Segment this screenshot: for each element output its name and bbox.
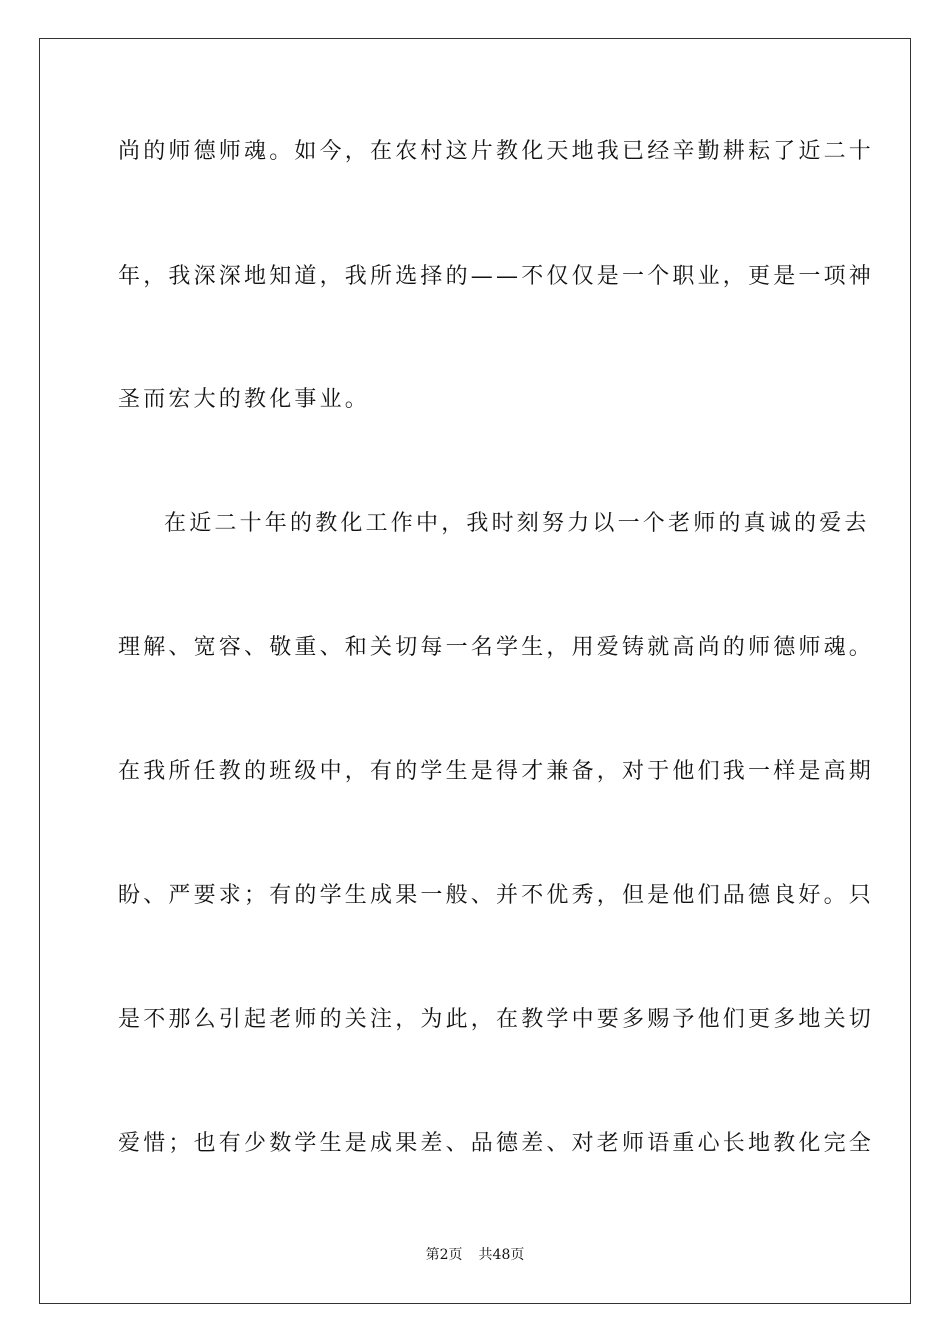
text-line-6: 在我所任教的班级中，有的学生是得才兼备，对于他们我一样是高期 <box>118 759 875 784</box>
page-frame <box>39 38 911 1304</box>
text-line-9: 爱惜；也有少数学生是成果差、品德差、对老师语重心长地教化完全 <box>118 1131 875 1156</box>
text-line-4-paragraph-start: 在近二十年的教化工作中，我时刻努力以一个老师的真诚的爱去 <box>164 511 870 536</box>
page-number: 第2页 <box>425 1247 463 1263</box>
text-line-2: 年，我深深地知道，我所选择的——不仅仅是一个职业，更是一项神 <box>118 264 875 289</box>
text-line-7: 盼、严要求；有的学生成果一般、并不优秀，但是他们品德良好。只 <box>118 883 875 908</box>
text-line-3: 圣而宏大的教化事业。 <box>118 387 371 412</box>
page-footer <box>0 1245 950 1265</box>
text-line-5: 理解、宽容、敬重、和关切每一名学生，用爱铸就高尚的师德师魂。 <box>118 635 875 660</box>
text-line-8: 是不那么引起老师的关注，为此，在教学中要多赐予他们更多地关切 <box>118 1007 875 1032</box>
total-pages: 共48页 <box>478 1247 525 1263</box>
text-line-1: 尚的师德师魂。如今，在农村这片教化天地我已经辛勤耕耘了近二十 <box>118 139 875 164</box>
